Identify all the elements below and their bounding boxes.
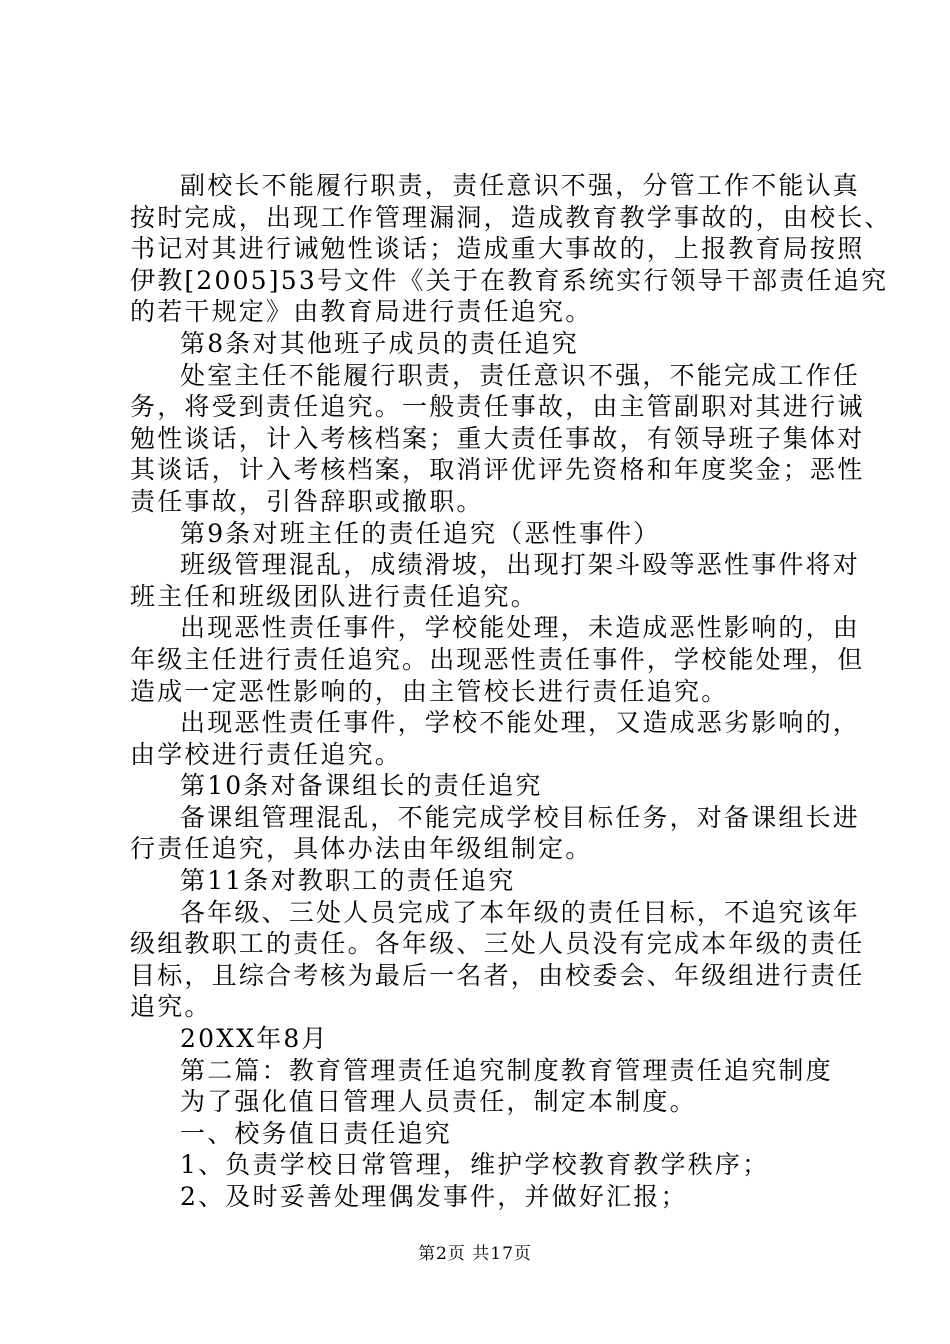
text-line: 20XX年8月 [180,1024,329,1054]
page-footer: 第2页 共17页 [418,1244,532,1264]
document-body [130,170,892,1213]
text-line: 其谈话，计入考核档案，取消评优评先资格和年度奖金；恶性 [130,455,865,485]
text-line: 年级主任进行责任追究。出现恶性责任事件，学校能处理，但 [130,644,865,674]
text-line: 追究。 [130,992,212,1022]
text-line: 级组教职工的责任。各年级、三处人员没有完成本年级的责任 [130,929,865,959]
text-line: 副校长不能履行职责，责任意识不强，分管工作不能认真 [180,171,861,200]
text-line: 第9条对班主任的责任追究（恶性事件） [180,518,661,548]
text-line: 为了强化值日管理人员责任，制定本制度。 [180,1087,697,1117]
text-line: 各年级、三处人员完成了本年级的责任目标，不追究该年 [180,897,861,927]
text-line: 出现恶性责任事件，学校不能处理，又造成恶劣影响的， [180,708,861,738]
text-line: 责任事故，引咎辞职或撤职。 [130,486,484,516]
text-line: 出现恶性责任事件，学校能处理，未造成恶性影响的，由 [180,613,861,643]
text-line: 班级管理混乱，成绩滑坡，出现打架斗殴等恶性事件将对 [180,550,861,580]
text-line: 由学校进行责任追究。 [130,739,403,769]
text-line: 目标，且综合考核为最后一名者，由校委会、年级组进行责任 [130,960,865,990]
text-line: 2、及时妥善处理偶发事件，并做好汇报； [180,1182,688,1211]
text-line: 务，将受到责任追究。一般责任事故，由主管副职对其进行诫 [130,392,865,422]
text-line: 处室主任不能履行职责，责任意识不强，不能完成工作任 [180,360,861,390]
text-line: 的若干规定》由教育局进行责任追究。 [130,297,593,327]
text-line: 勉性谈话，计入考核档案；重大责任事故，有领导班子集体对 [130,423,865,453]
text-line: 第8条对其他班子成员的责任追究 [180,328,579,358]
text-line: 第10条对备课组长的责任追究 [180,771,543,801]
text-line: 1、负责学校日常管理，维护学校教育教学秩序； [180,1150,770,1180]
text-line: 行责任追究，具体办法由年级组制定。 [130,834,593,864]
text-line: 造成一定恶性影响的，由主管校长进行责任追究。 [130,676,729,706]
text-line: 按时完成，出现工作管理漏洞，造成教育教学事故的，由校长、 [130,202,892,232]
text-line: 备课组管理混乱，不能完成学校目标任务，对备课组长进 [180,802,861,832]
text-line: 第11条对教职工的责任追究 [180,866,516,896]
text-line: 一、校务值日责任追究 [180,1118,453,1148]
text-line: 第二篇：教育管理责任追究制度教育管理责任追究制度 [180,1055,833,1085]
text-line: 书记对其进行诫勉性谈话；造成重大事故的，上报教育局按照 [130,234,865,264]
text-line: 班主任和班级团队进行责任追究。 [130,581,539,611]
text-line: 伊教[2005]53号文件《关于在教育系统实行领导干部责任追究 [130,265,889,295]
